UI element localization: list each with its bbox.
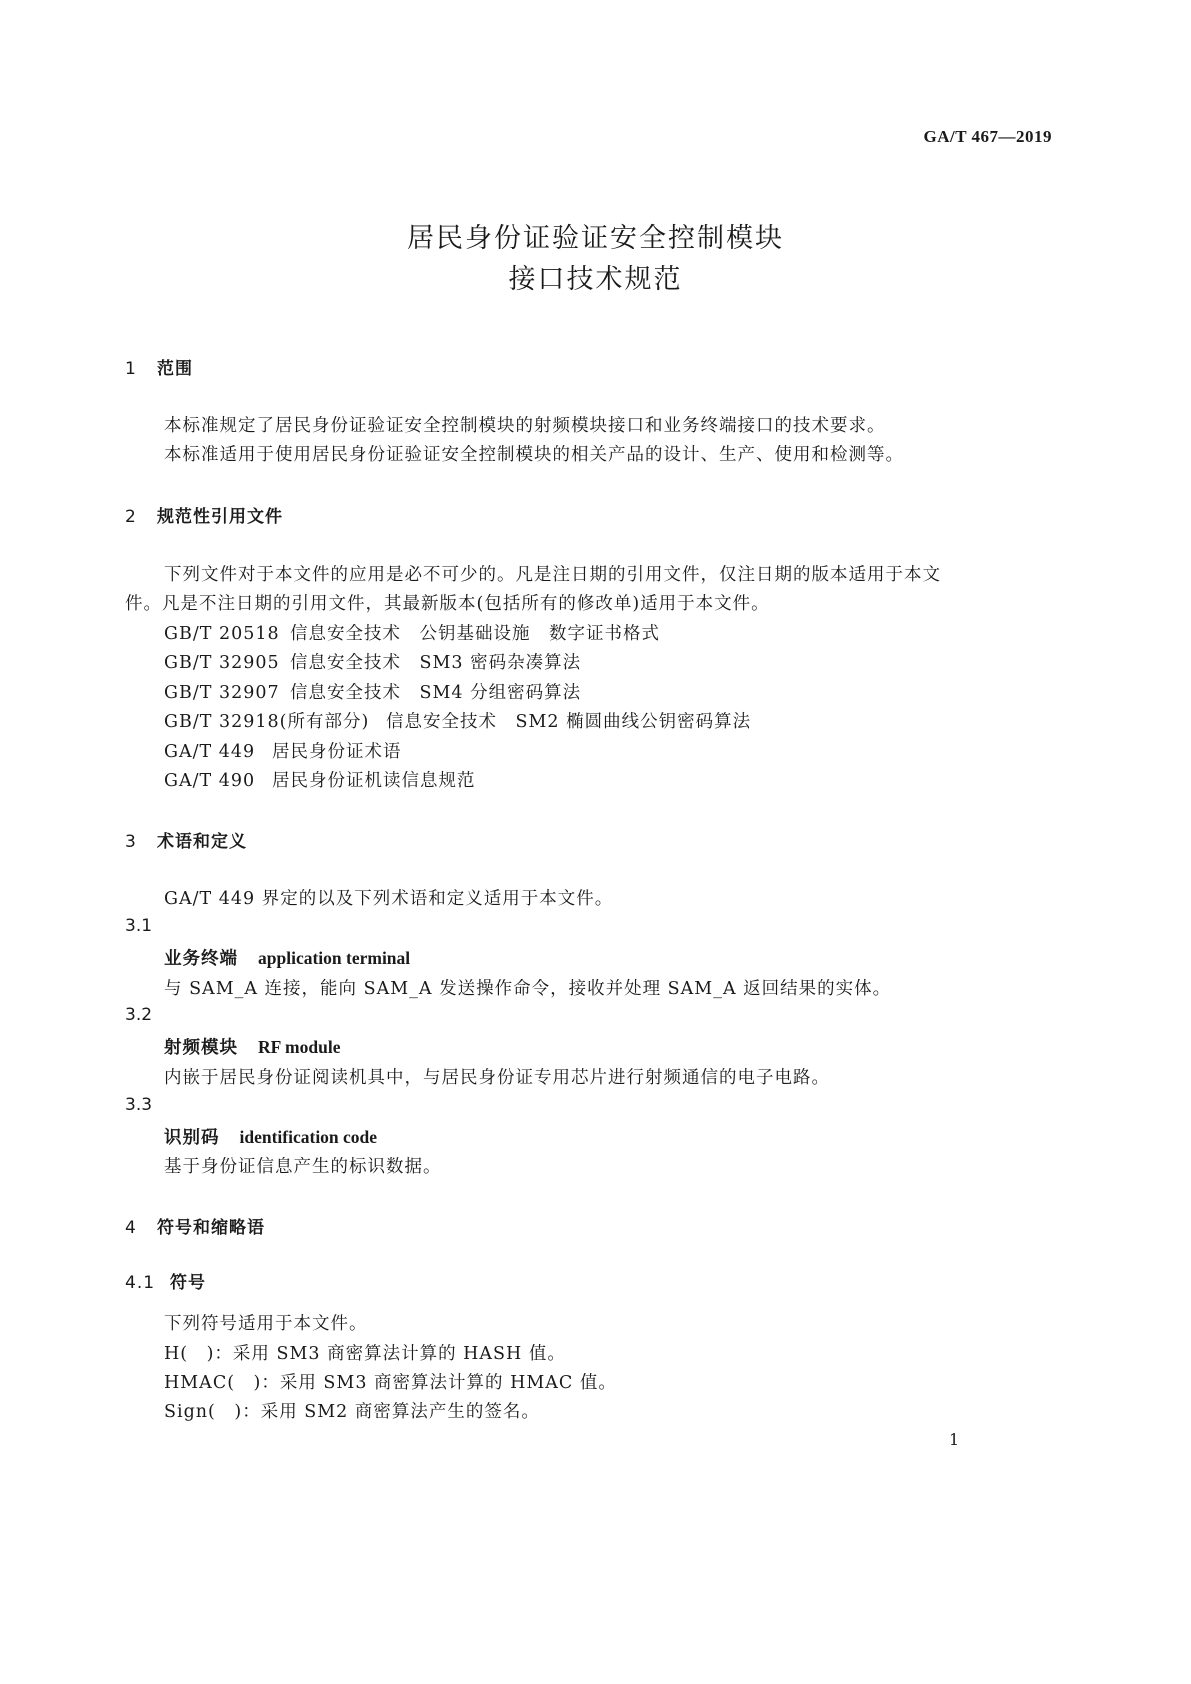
section-3-heading [125,827,247,852]
reference-code: GA/T 490 [164,771,256,791]
section-number: 1 [125,359,137,379]
document-title-line1: 居民身份证验证安全控制模块 [407,223,784,254]
section-number: 4 [125,1218,137,1238]
section-title: 术语和定义 [157,832,247,852]
symbols-intro: 下列符号适用于本文件。 [164,1314,368,1334]
reference-title: 居民身份证术语 [272,742,402,762]
term-chinese: 识别码 [164,1128,220,1148]
section-number: 2 [125,507,137,527]
reference-title: 信息安全技术 SM3 密码杂凑算法 [290,653,582,673]
term-number: 3.2 [125,1005,153,1025]
document-title-line2: 接口技术规范 [508,264,683,295]
reference-title: 居民身份证机读信息规范 [272,771,476,791]
reference-item [164,767,476,792]
term-heading [164,945,410,970]
references-intro-line1: 下列文件对于本文件的应用是必不可少的。凡是注日期的引用文件，仅注日期的版本适用于本文 [164,565,941,585]
section-1-heading [125,354,193,379]
scope-paragraph-1: 本标准规定了居民身份证验证安全控制模块的射频模块接口和业务终端接口的技术要求。 [164,416,886,436]
scope-paragraph-2: 本标准适用于使用居民身份证验证安全控制模块的相关产品的设计、生产、使用和检测等。 [164,445,904,465]
terms-intro: GA/T 449 界定的以及下列术语和定义适用于本文件。 [164,889,614,909]
term-english: identification code [239,1127,378,1147]
section-4-heading [125,1213,265,1238]
symbol-item: Sign( )：采用 SM2 商密算法产生的签名。 [164,1402,540,1422]
term-english: application terminal [258,948,411,968]
subsection-number: 4.1 [125,1273,156,1293]
standard-code: GA/T 467—2019 [923,127,1052,146]
term-number: 3.3 [125,1095,153,1115]
term-definition: 基于身份证信息产生的标识数据。 [164,1157,442,1177]
subsection-4-1-heading [125,1268,206,1293]
section-number: 3 [125,832,137,852]
reference-code: GA/T 449 [164,742,256,762]
page-number: 1 [949,1430,960,1449]
reference-item [164,649,581,674]
reference-item [164,738,402,763]
references-intro-line2: 件。凡是不注日期的引用文件，其最新版本(包括所有的修改单)适用于本文件。 [125,594,770,614]
reference-title: 信息安全技术 SM2 椭圆曲线公钥密码算法 [386,712,752,732]
reference-title: 信息安全技术 公钥基础设施 数字证书格式 [290,624,660,644]
term-definition: 内嵌于居民身份证阅读机具中，与居民身份证专用芯片进行射频通信的电子电路。 [164,1068,830,1088]
term-english: RF module [258,1037,341,1057]
reference-code: GB/T 32918(所有部分) [164,712,370,732]
term-chinese: 业务终端 [164,949,238,969]
subsection-title: 符号 [170,1273,206,1293]
section-title: 范围 [157,359,193,379]
term-number: 3.1 [125,916,153,936]
reference-item [164,620,660,645]
symbol-item: HMAC( )：采用 SM3 商密算法计算的 HMAC 值。 [164,1373,617,1393]
term-definition: 与 SAM_A 连接，能向 SAM_A 发送操作命令，接收并处理 SAM_A 返回结果的实体。 [164,979,892,999]
reference-title: 信息安全技术 SM4 分组密码算法 [290,683,582,703]
reference-code: GB/T 20518 [164,624,280,644]
term-heading [164,1034,340,1059]
section-title: 规范性引用文件 [157,507,283,527]
reference-code: GB/T 32907 [164,683,280,703]
reference-code: GB/T 32905 [164,653,280,673]
term-chinese: 射频模块 [164,1038,238,1058]
reference-item [164,708,751,733]
section-2-heading [125,502,283,527]
symbol-item: H( )：采用 SM3 商密算法计算的 HASH 值。 [164,1344,566,1364]
term-heading [164,1124,377,1149]
reference-item [164,679,581,704]
section-title: 符号和缩略语 [157,1218,265,1238]
